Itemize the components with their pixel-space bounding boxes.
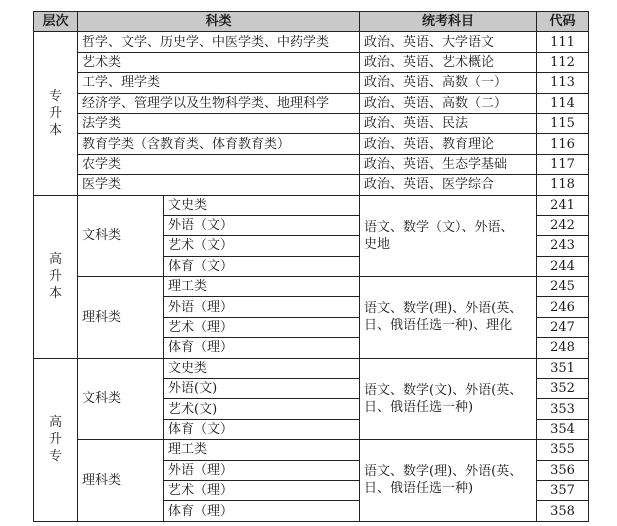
table-row <box>34 32 589 52</box>
group-cell: 理科类 <box>78 440 164 522</box>
category-cell: 艺术类 <box>78 52 360 72</box>
header-subjects: 统考科目 <box>360 12 537 32</box>
subjects-cell: 政治、英语、生态学基础 <box>360 154 537 174</box>
code-cell: 354 <box>537 419 589 439</box>
header-level: 层次 <box>34 12 78 32</box>
table-row <box>34 73 589 93</box>
subcategory-cell: 体育（文） <box>164 256 360 276</box>
code-cell: 355 <box>537 440 589 460</box>
header-row <box>34 12 589 32</box>
code-cell: 242 <box>537 215 589 235</box>
table-row <box>34 134 589 154</box>
subjects-cell: 政治、英语、艺术概论 <box>360 52 537 72</box>
subcategory-cell: 体育（理） <box>164 501 360 521</box>
code-cell: 353 <box>537 399 589 419</box>
table-row <box>34 175 589 195</box>
code-cell: 243 <box>537 236 589 256</box>
code-cell: 113 <box>537 73 589 93</box>
subcategory-cell: 理工类 <box>164 440 360 460</box>
table-row <box>34 154 589 174</box>
code-cell: 356 <box>537 460 589 480</box>
header-category: 科类 <box>78 12 360 32</box>
code-cell: 112 <box>537 52 589 72</box>
subcategory-cell: 外语（文） <box>164 215 360 235</box>
category-cell: 哲学、文学、历史学、中医学类、中药学类 <box>78 32 360 52</box>
code-cell: 352 <box>537 379 589 399</box>
table-row <box>34 113 589 133</box>
group-cell: 文科类 <box>78 358 164 440</box>
subcategory-cell: 外语（理） <box>164 297 360 317</box>
category-cell: 农学类 <box>78 154 360 174</box>
subjects-cell: 语文、数学(理)、外语(英、 日、俄语任选一种) <box>360 440 537 522</box>
header-code: 代码 <box>537 12 589 32</box>
category-cell: 法学类 <box>78 113 360 133</box>
level-zhuanshengben: 专 升 本 <box>34 32 78 195</box>
code-cell: 357 <box>537 480 589 500</box>
table-row <box>34 277 589 297</box>
code-cell: 117 <box>537 154 589 174</box>
subcategory-cell: 理工类 <box>164 277 360 297</box>
subjects-cell: 政治、英语、大学语文 <box>360 32 537 52</box>
table-row <box>34 195 589 215</box>
group-cell: 理科类 <box>78 277 164 359</box>
category-cell: 经济学、管理学以及生物科学类、地理科学 <box>78 93 360 113</box>
category-cell: 工学、理学类 <box>78 73 360 93</box>
level-gaoshengzhuan: 高 升 专 <box>34 358 78 521</box>
subcategory-cell: 艺术（理） <box>164 317 360 337</box>
subcategory-cell: 艺术（文） <box>164 236 360 256</box>
table-row <box>34 440 589 460</box>
subjects-cell: 政治、英语、高数（一） <box>360 73 537 93</box>
code-cell: 111 <box>537 32 589 52</box>
subcategory-cell: 文史类 <box>164 358 360 378</box>
subcategory-cell: 外语(文) <box>164 379 360 399</box>
subcategory-cell: 艺术（理） <box>164 480 360 500</box>
code-cell: 115 <box>537 113 589 133</box>
code-cell: 241 <box>537 195 589 215</box>
subjects-cell: 政治、英语、教育理论 <box>360 134 537 154</box>
subjects-cell: 政治、英语、民法 <box>360 113 537 133</box>
subjects-cell: 语文、数学（文）、外语、 史地 <box>360 195 537 277</box>
code-cell: 351 <box>537 358 589 378</box>
subjects-cell: 政治、英语、高数（二） <box>360 93 537 113</box>
subjects-cell: 政治、英语、医学综合 <box>360 175 537 195</box>
subcategory-cell: 艺术(文) <box>164 399 360 419</box>
table-row <box>34 93 589 113</box>
subjects-cell: 语文、数学(理)、外语(英、 日、俄语任选一种)、理化 <box>360 277 537 359</box>
code-cell: 247 <box>537 317 589 337</box>
subcategory-cell: 体育（文） <box>164 419 360 439</box>
subcategory-cell: 外语（理） <box>164 460 360 480</box>
table-row <box>34 52 589 72</box>
code-cell: 118 <box>537 175 589 195</box>
code-cell: 246 <box>537 297 589 317</box>
code-cell: 116 <box>537 134 589 154</box>
group-cell: 文科类 <box>78 195 164 277</box>
category-cell: 医学类 <box>78 175 360 195</box>
code-cell: 245 <box>537 277 589 297</box>
code-cell: 244 <box>537 256 589 276</box>
level-gaoshengben: 高 升 本 <box>34 195 78 358</box>
code-cell: 248 <box>537 338 589 358</box>
code-cell: 114 <box>537 93 589 113</box>
subjects-cell: 语文、数学(文)、外语(英、 日、俄语任选一种) <box>360 358 537 440</box>
exam-subjects-table <box>33 11 589 522</box>
table-row <box>34 358 589 378</box>
subcategory-cell: 体育（理） <box>164 338 360 358</box>
code-cell: 358 <box>537 501 589 521</box>
category-cell: 教育学类（含教育类、体育教育类） <box>78 134 360 154</box>
subcategory-cell: 文史类 <box>164 195 360 215</box>
